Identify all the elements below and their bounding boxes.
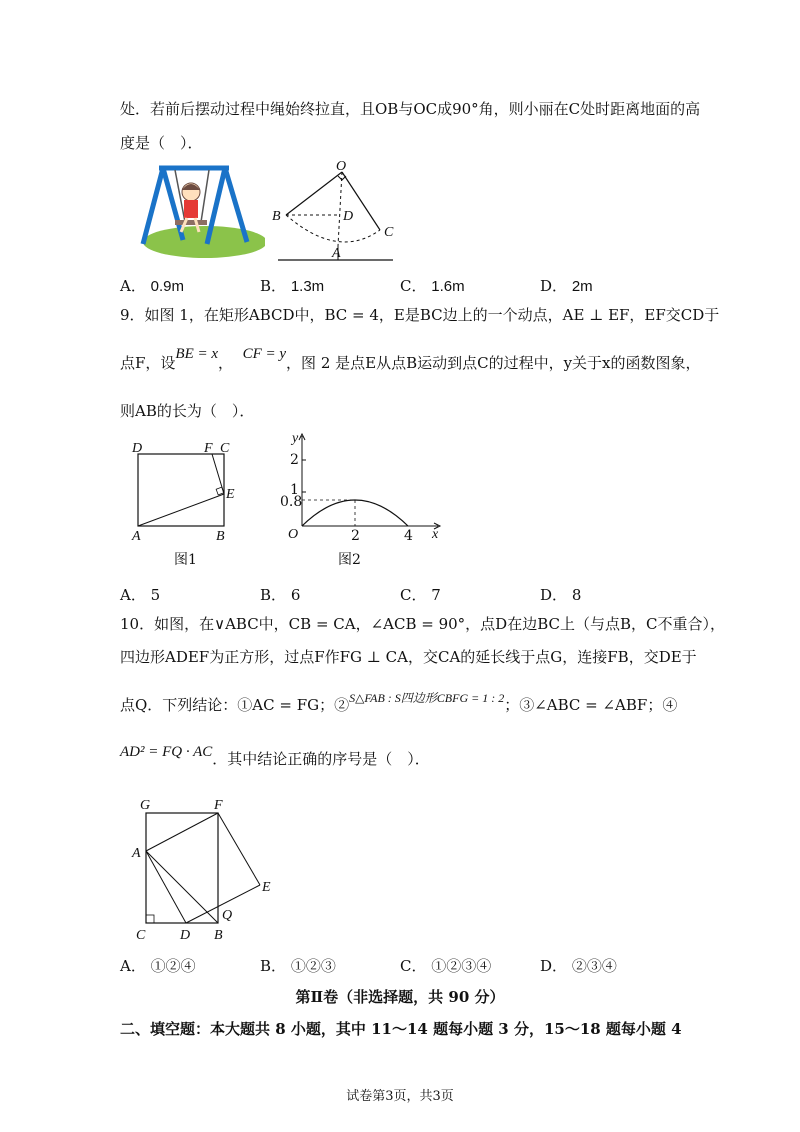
q8-line2: 度是（ ）． xyxy=(120,134,203,152)
q10-option-d: D． ②③④ xyxy=(540,957,617,975)
q9-option-d: D． 8 xyxy=(540,586,582,604)
q8-pendulum-diagram xyxy=(268,158,408,270)
q9-line3: 则AB的长为（ ）． xyxy=(120,402,255,420)
y-tick-1: 1 xyxy=(290,482,299,498)
origin-label: O xyxy=(288,527,299,542)
label-D: D xyxy=(343,209,354,224)
fig2-caption: 图2 xyxy=(338,552,361,568)
label-D: D xyxy=(132,441,143,456)
label-A: A xyxy=(132,529,141,544)
label-E: E xyxy=(262,880,271,895)
q10-line4: AD² = FQ · AC．其中结论正确的序号是（ ）． xyxy=(120,744,430,768)
y-axis-label: y xyxy=(292,431,299,446)
q8-option-a: A． 0.9m xyxy=(120,277,184,295)
q9-line1: 9．如图 1，在矩形ABCD中，BC = 4，E是BC边上的一个动点，AE ⊥ EF，EF交CD于 xyxy=(120,306,720,324)
q9-figure-2 xyxy=(278,428,448,578)
q10-line1: 10．如图，在∨ABC中，CB = CA，∠ACB = 90°，点D在边BC上（与点B，C不重合）， xyxy=(120,615,725,633)
fill-in-heading: 二、填空题：本大题共 8 小题，其中 11～14 题每小题 3 分，15～18 题每小题 4 xyxy=(120,1020,682,1038)
q10-options xyxy=(120,955,680,975)
q10-line2: 四边形ADEF为正方形，过点F作FG ⊥ CA，交CA的延长线于点G，连接FB，交DE于 xyxy=(120,648,697,666)
q9-figure-1 xyxy=(128,436,248,576)
q8-option-b: B． 1.3m xyxy=(260,277,325,295)
x-axis-label: x xyxy=(432,527,439,542)
q10-option-a: A． ①②④ xyxy=(120,957,196,975)
q9-option-c: C． 7 xyxy=(400,586,441,604)
label-F: F xyxy=(214,798,223,813)
label-C: C xyxy=(136,928,146,943)
q8-option-c: C． 1.6m xyxy=(400,277,465,295)
q10-figure xyxy=(130,795,290,949)
label-B: B xyxy=(216,529,225,544)
label-A: A xyxy=(132,846,141,861)
label-B: B xyxy=(214,928,223,943)
fig1-caption: 图1 xyxy=(174,552,197,568)
section-title: 第Ⅱ卷（非选择题，共 90 分） xyxy=(295,988,505,1006)
q9-option-b: B． 6 xyxy=(260,586,301,604)
q9-line2: 点F，设BE = x， CF = y，图 2 是点E从点B运动到点C的过程中，y关于x的函数图象， xyxy=(120,346,701,372)
q10-line3: 点Q．下列结论：①AC = FG；②$^{S\triangle FAB : S四边形CBFG = 1 : 2}$；③∠ABC = ∠ABF；④ xyxy=(120,691,678,714)
label-C: C xyxy=(384,225,394,240)
label-F: F xyxy=(204,441,213,456)
label-G: G xyxy=(140,798,151,813)
label-O: O xyxy=(336,159,347,174)
q10-option-c: C． ①②③④ xyxy=(400,957,492,975)
x-tick-4: 4 xyxy=(404,528,413,544)
q8-option-d: D． 2m xyxy=(540,277,593,295)
label-Q: Q xyxy=(222,908,233,923)
q10-option-b: B． ①②③ xyxy=(260,957,336,975)
label-D: D xyxy=(180,928,191,943)
q8-options xyxy=(120,275,680,295)
q8-line1: 处．若前后摆动过程中绳始终拉直，且OB与OC成90°角，则小丽在C处时距离地面的高 xyxy=(120,100,701,118)
label-B: B xyxy=(272,209,281,224)
q9-option-a: A． 5 xyxy=(120,586,161,604)
label-A: A xyxy=(332,246,341,261)
y-tick-0.8: 0.8 xyxy=(280,494,303,510)
label-E: E xyxy=(226,487,235,502)
q9-options xyxy=(120,584,680,604)
x-tick-2: 2 xyxy=(351,528,360,544)
page-footer: 试卷第3页，共3页 xyxy=(346,1089,454,1104)
swing-illustration xyxy=(135,160,265,264)
label-C: C xyxy=(220,441,230,456)
y-tick-2: 2 xyxy=(290,452,299,468)
